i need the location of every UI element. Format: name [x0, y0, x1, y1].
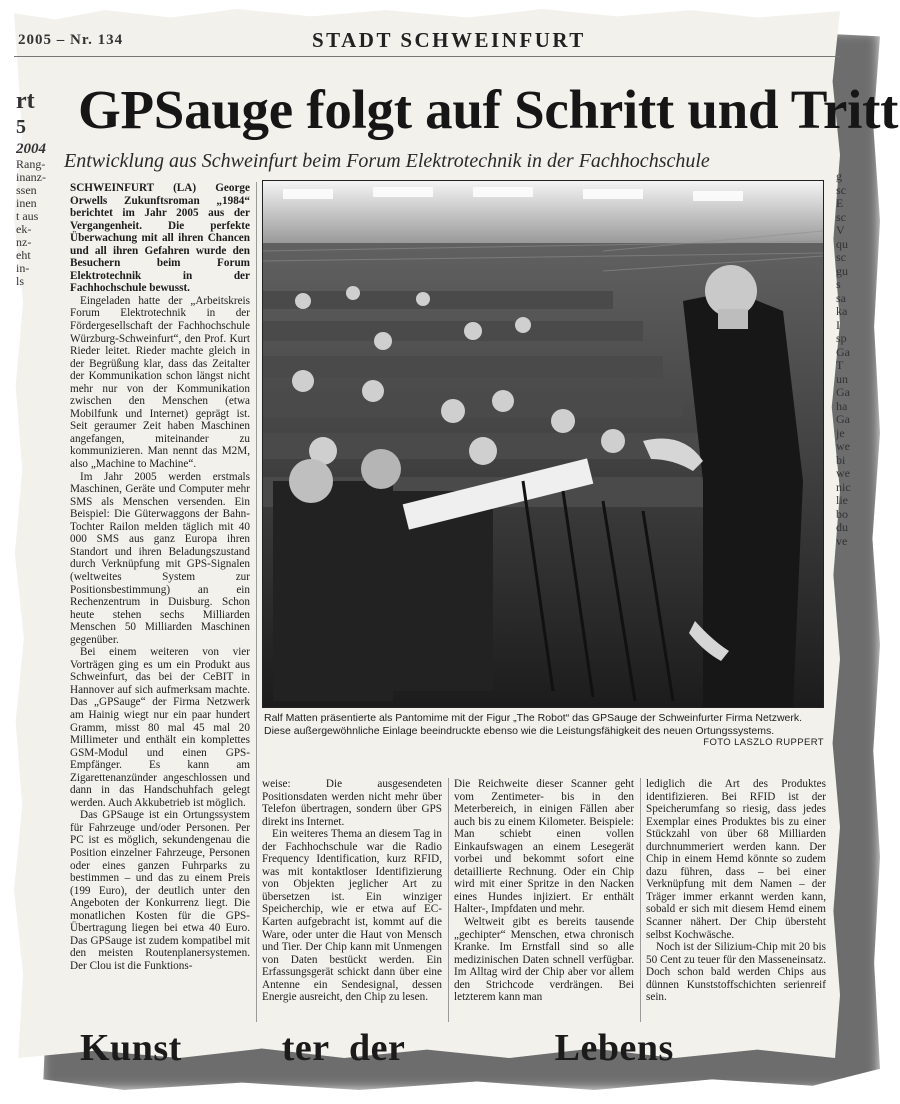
paragraph: Im Jahr 2005 werden erstmals Maschinen, Geräte und Computer mehr SMS als Menschen versenden. Ein Beispiel: Die Güterwaggons der Bahn-Tochter Railon melden täglich mit 40 000 SMS aus ganz Europa ihren Standort und ihren Beladungszustand durch Verknüpfung mit GPS-Signalen (weltweites System zur Positionsbestimmung) an ein Rechenzentrum in Duisburg. Schon heute stehen sechs Milliarden Menschen 50 Milliarden Maschinen gegenüber.	[70, 470, 250, 646]
right-column-fragment	[836, 170, 856, 548]
fragment-line: sp	[836, 331, 847, 345]
fragment-line: du	[836, 520, 848, 534]
fragment-line: ha	[836, 398, 848, 413]
paragraph: lediglich die Art des Produktes identifizieren. Bei RFID ist der Speicherumfang so riesig, dass jedes Exemplar eines Produktes bis zu einer Stückzahl von über 68 Milliarden durchnummeriert werden kann. Der Chip in einem Hemd könnte so zudem dazu führen, dass – bei einer Verknüpfung mit dem Namen – der Träger immer erkannt werden kann, sobald er sich mit diesem Hemd einem Scanner nähert. Der Chip übersteht selbst Kochwäsche.	[646, 778, 826, 941]
fragment-line: Ga	[836, 385, 850, 399]
fragment-line: qu	[836, 236, 848, 251]
fragment-line: je	[836, 425, 845, 440]
article-column-3	[454, 778, 634, 1004]
left-column-fragment	[16, 88, 60, 288]
fragment-line: ls	[16, 274, 25, 288]
article-headline: GPSauge folgt auf Schritt und Tritt	[78, 79, 899, 140]
fragment-line: gu	[836, 263, 848, 278]
paragraph: SCHWEINFURT (LA) George Orwells Zukunftsroman „1984“ berichtet im Jahr 2005 aus der Vergangenheit. Die perfekte Überwachung mit all ihren Chancen und all ihren Gefahren wurde den Besuchern beim Forum Elektrotechnik in der Fachhochschule bewusst.	[70, 182, 250, 295]
article-column-4	[646, 778, 826, 1004]
photo-credit: FOTO LASZLO RUPPERT	[703, 736, 824, 748]
article-column-2	[262, 778, 442, 1004]
fragment-line: ka	[836, 304, 848, 318]
fragment-line: Ga	[836, 344, 850, 359]
fragment-line: E	[836, 196, 844, 210]
fragment-line: nic	[836, 479, 851, 494]
fragment-line: sa	[836, 290, 846, 305]
caption-text: Ralf Matten präsentierte als Pantomime mit der Figur „The Robot“ das GPSauge der Schweinfurter Firma Netzwerk. Diese außergewöhnliche Einlage beeindruckte ebenso wie die Leistungsfähigkeit des neuen Ortungssystems.	[264, 712, 803, 737]
fragment-line: Ga	[836, 412, 850, 426]
fragment-line: we	[836, 466, 850, 480]
article-subheadline: Entwicklung aus Schweinfurt beim Forum Elektrotechnik in der Fachhochschule	[64, 150, 710, 172]
fragment-heading-2: 5	[16, 116, 26, 138]
column-rule	[448, 778, 449, 1022]
fragment-line: sc	[836, 209, 846, 224]
fragment-line: un	[836, 371, 848, 386]
column-rule	[256, 182, 257, 1022]
fragment-line: sc	[836, 182, 846, 197]
paragraph: Das GPSauge ist ein Ortungssystem für Fahrzeuge und/oder Personen. Per PC ist es möglich, sekundengenau die Position einzelner Fahrzeuge, Personen oder eines ganzen Fuhrparks zu bestimmen – und das zu einem Preis (199 Euro), der deutlich unter den Angeboten der Konkurrenz liegt. Die monatlichen Kosten für die GPS-Übertragung liegen bei etwa 40 Euro. Das GPSauge ist zudem kompatibel mit den meisten Routenplanersystemen. Der Clou ist die Funktions-	[70, 809, 250, 972]
fragment-heading: rt	[16, 88, 35, 114]
column-rule	[640, 778, 641, 1022]
fragment-line: inen	[16, 196, 37, 210]
fragment-line: eht	[16, 248, 31, 262]
right-fragment-lines	[836, 170, 856, 548]
fragment-lines	[16, 158, 60, 288]
paragraph: Weltweit gibt es bereits tausende „gechipter“ Menschen, etwa chronisch Kranke. Im Ernstfall sind so alle medizinischen Daten schnell verfügbar. Im Alltag wird der Chip aber vor allem den Strichcode verdrängen. Bei letzterem kann man	[454, 916, 634, 1004]
fragment-line: ve	[836, 533, 848, 548]
fragment-line: bo	[836, 506, 848, 521]
section-title: STADT SCHWEINFURT	[312, 28, 586, 52]
fragment-line: inanz-	[16, 170, 46, 184]
photo-caption	[264, 712, 824, 749]
paragraph: weise: Die ausgesendeten Positionsdaten werden nicht mehr über Telefon übertragen, sondern über GPS direkt ins Internet.	[262, 778, 442, 828]
masthead-rule	[14, 56, 840, 57]
fragment-line: bi	[836, 452, 846, 467]
fragment-line: ek-	[16, 222, 32, 236]
fragment-line: lie	[836, 493, 848, 507]
fragment-line: g	[836, 170, 842, 183]
paragraph: Eingeladen hatte der „Arbeitskreis Forum Elektrotechnik in der Fördergesellschaft der Fachhochschule Würzburg-Schweinfurt“, den Prof. Kurt Rieder leitet. Rieder machte gleich in der Begrüßung klar, dass das Zeitalter der Kommunikation schon längst nicht mehr nur von der Kommunikation zwischen den Menschen (etwa Mobilfunk und Internet) geprägt ist. Seit geraumer Zeit haben Maschinen angefangen, miteinander zu kommunizieren. Man nennt das M2M, also „Machine to Machine“.	[70, 294, 250, 471]
article-photo	[262, 180, 824, 708]
fragment-line: we	[836, 439, 850, 453]
fragment-line: I	[836, 317, 840, 332]
fragment-line: s	[836, 277, 841, 291]
fragment-line: V	[836, 223, 845, 237]
paragraph: Ein weiteres Thema an diesem Tag in der Fachhochschule war die Radio Frequency Identification, kurz RFID, was mit kontaktloser Identifizierung von Objekten jeglicher Art zu übersetzen ist. Ein winziger Speicherchip, wie er etwa auf EC-Karten aufgebracht ist, kommt auf die Ware, oder unter die Haut von Mensch und Tier. Der Chip kann mit Unmengen von Daten bestückt werden. Ein Erfassungsgerät schickt dann über eine Antenne ein Sendesignal, dessen Energie ausreicht, den Chip zu lesen.	[262, 828, 442, 1004]
next-article-headline-fragment: Kunst ter der Lebens	[80, 1027, 674, 1069]
fragment-line: in-	[16, 261, 30, 275]
fragment-line: sc	[836, 250, 846, 264]
fragment-line: Rang-	[16, 157, 46, 171]
fragment-date: 2004	[16, 141, 46, 157]
lecture-hall-photo	[263, 181, 823, 707]
fragment-line: nz-	[16, 235, 32, 249]
fragment-line: t aus	[16, 209, 39, 223]
paragraph: Bei einem weiteren von vier Vorträgen ging es um ein Produkt aus Schweinfurt, das bei der CeBIT in Hannover auf sich aufmerksam machte. Das „GPSauge“ der Firma Netzwerk am Hainig wiegt nur ein paar hundert Gramm, misst 80 mal 45 mal 20 Millimeter und enthält ein komplettes GSM-Modul und einen GPS-Empfänger. Es kann am Zigarettenanzünder angeschlossen und dann in das Handschuhfach gelegt werden. Auch Akkubetrieb ist möglich.	[70, 646, 250, 809]
fragment-line: ssen	[16, 183, 37, 197]
article-column-1	[70, 182, 250, 972]
issue-number: 2005 – Nr. 134	[18, 32, 124, 48]
paragraph: Die Reichweite dieser Scanner geht vom Zentimeter- bis in den Meterbereich, in einigen Fällen aber auch bis zu einem Kilometer. Beispiele: Man schiebt einen vollen Einkaufswagen an einem Lesegerät vorbei und bekommt sofort eine detaillierte Rechnung. Oder ein Chip wird mit einer Spritze in den Nacken eines Hundes injiziert. Er enthält Halter-, Impfdaten und mehr.	[454, 778, 634, 916]
fragment-line: T	[836, 358, 844, 372]
paragraph: Noch ist der Silizium-Chip mit 20 bis 50 Cent zu teuer für den Masseneinsatz. Doch schon bald werden Chips aus dünnen Kunststoffschichten serienreif sein.	[646, 941, 826, 1004]
